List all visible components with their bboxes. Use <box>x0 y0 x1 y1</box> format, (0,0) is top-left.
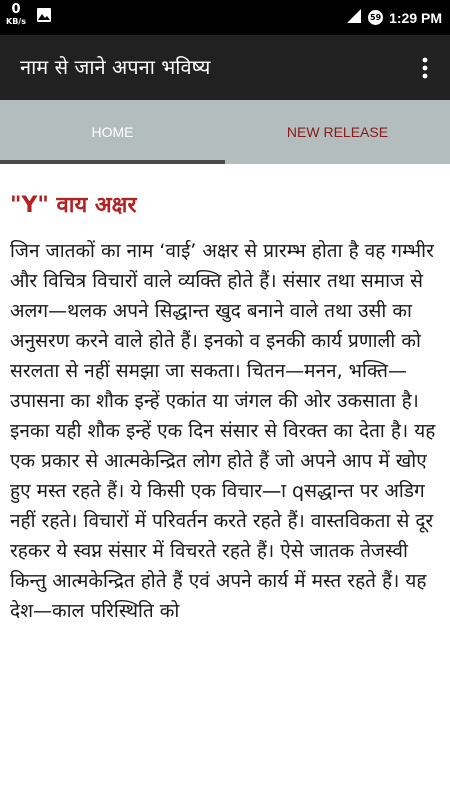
status-bar <box>0 0 450 35</box>
image-icon <box>36 7 52 27</box>
network-speed-value: 0 <box>11 2 21 17</box>
article-content <box>10 164 442 626</box>
battery-icon: 59 <box>368 10 383 25</box>
status-right <box>346 0 442 35</box>
network-speed <box>6 3 26 26</box>
network-speed-unit: KB/s <box>6 17 26 26</box>
status-left <box>6 3 52 27</box>
tab-home[interactable]: HOME <box>91 124 134 140</box>
tab-bar <box>0 100 450 164</box>
tab-new-release[interactable]: NEW RELEASE <box>286 124 389 140</box>
app-title: नाम से जाने अपना भविष्य <box>20 55 211 79</box>
article-heading: "Y" वाय अक्षर <box>10 193 137 218</box>
clock: 1:29 PM <box>389 9 442 26</box>
signal-icon <box>346 8 362 28</box>
overflow-menu-icon[interactable] <box>410 53 440 83</box>
article-body: जिन जातकों का नाम ‘वाई’ अक्षर से प्रारम्भ होता है वह गम्भीर और विचित्र विचारों वाले व्यक्ति होते हैं। संसार तथा समाज से अलग—थलक अपने सिद्धान्त खुद बनाने वाले तथा उसी का अनुसरण करने वाले होते हैं। इनको व इनकी कार्य प्रणाली को सरलता से नहीं समझा जा सकता। चितन—मनन, भक्ति—उपासना का शौक इन्हें एकांत या जंगल की ओर उकसाता है। इनका यही शौक इन्हें एक दिन संसार से विरक्त का देता है। यह एक प्रकार से आत्मकेन्द्रित लोग होते हैं जो अपने आप में खोए हुए मस्त रहते हैं। ये किसी एक विचार—ा qसद्धान्त पर अडिग नहीं रहते। विचारों में परिवर्तन करते रहते हैं। वास्तविकता से दूर रहकर ये स्वप्न संसार में विचरते रहते हैं। ऐसे जातक तेजस्वी किन्तु आत्मकेन्द्रित होते हैं एवं अपने कार्य में मस्त रहते हैं। यह देश—काल परिस्थिति को <box>10 240 436 622</box>
app-bar <box>0 35 450 100</box>
